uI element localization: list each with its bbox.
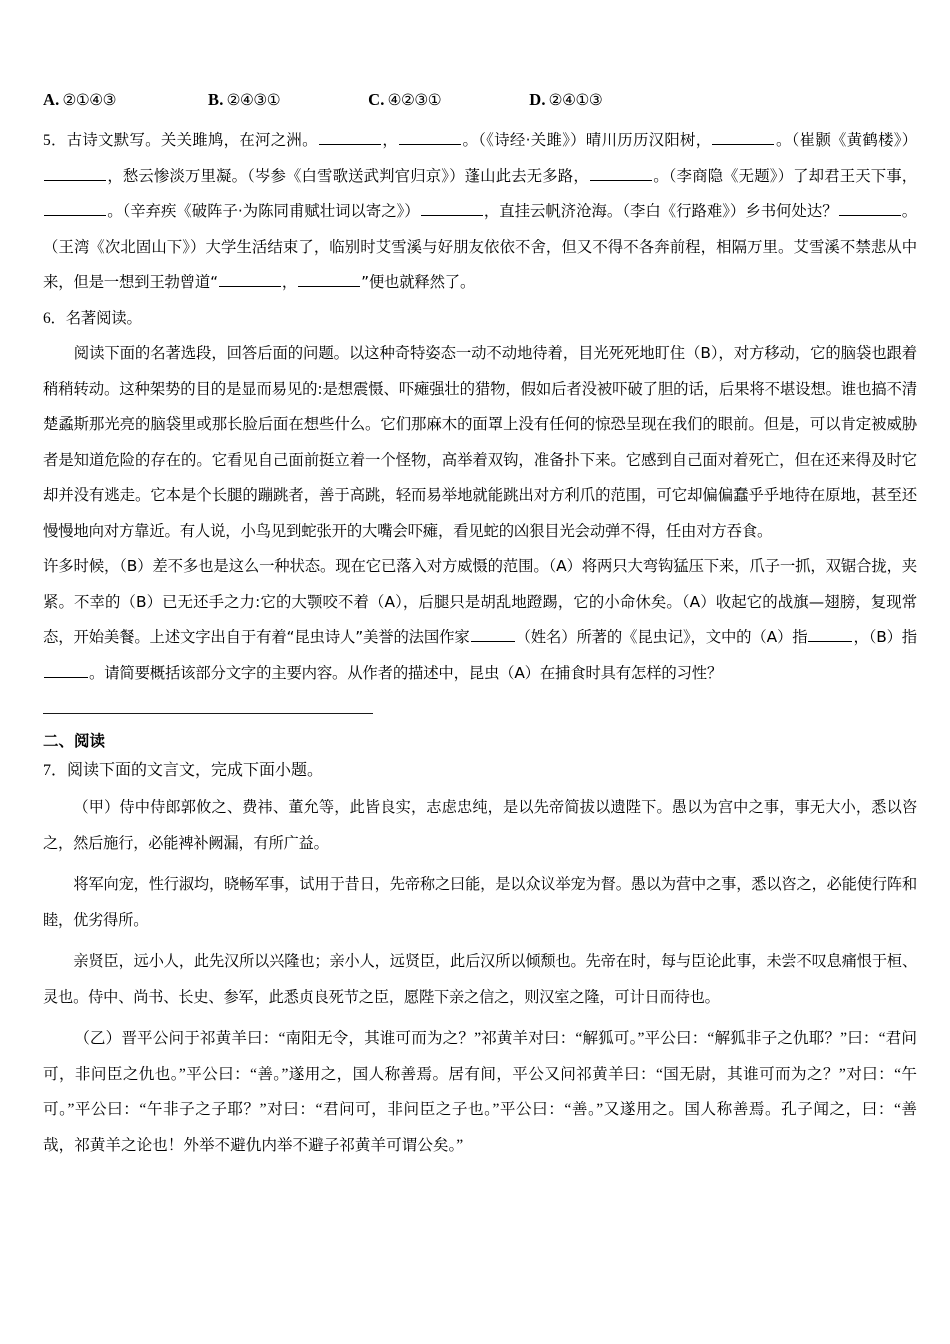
- passage-yi-paragraph-1: （乙）晋平公问于祁黄羊曰：“南阳无令，其谁可而为之？”祁黄羊对曰：“解狐可。”平公曰：“解狐非子之仇耶？”曰：“君问可，非问臣之仇也。”平公曰：“善。”遂用之，国人称善焉。居有间，平公又问祁黄羊曰：“国无尉，其谁可而为之？”对曰：“午可。”平公曰：“午非子之子耶？”对曰：“君问可，非问臣之子也。”平公曰：“善。”又遂用之。国人称善焉。孔子闻之，曰：“善哉，祁黄羊之论也！外举不避仇内举不避子祁黄羊可谓公矣。”: [43, 1030, 917, 1154]
- option-d-sequence: ②④①③: [548, 91, 603, 109]
- answer-blank[interactable]: [839, 200, 901, 216]
- passage-jia-paragraph-1: （甲）侍中侍郎郭攸之、费祎、董允等，此皆良实，志虑忠纯，是以先帝简拔以遗陛下。愚以为宫中之事，事无大小，悉以咨之，然后施行，必能裨补阙漏，有所广益。: [43, 798, 917, 852]
- question-7-prompt: [43, 756, 917, 786]
- passage-jia-paragraph-3: 亲贤臣，远小人，此先汉所以兴隆也；亲小人，远贤臣，此后汉所以倾颓也。先帝在时，每与臣论此事，未尝不叹息痛恨于桓、灵也。侍中、尚书、长史、参军，此悉贞良死节之臣，愿陛下亲之信之，则汉室之隆，可计日而待也。: [43, 952, 917, 1006]
- option-a[interactable]: [43, 86, 116, 114]
- answer-blank[interactable]: [421, 200, 483, 216]
- option-c-letter: C.: [368, 90, 385, 109]
- question-5-text-5: ，愁云惨淡万里凝。（岑参《白雪歌送武判官归京》）蓬山此去无多路，: [107, 166, 589, 185]
- page-content: [43, 86, 917, 1163]
- question-6-passage-2a: 许多时候，（B）差不多也是这么一种状态。现在它已落入对方威慑的范围。（A）将两只大弯钩猛压下来，爪子一抓，双锯合拢，夹紧。不幸的（B）已无还手之力:它的大颚咬不着（A），后腿只是胡乱地蹬踢，它的小命休矣。（A）收起它的战旗—翅膀，复现常态，开始美餐。上述文字出自于有着“昆虫诗人”美誉的法国作家: [43, 557, 917, 646]
- answer-blank-author[interactable]: [471, 626, 515, 642]
- question-6-passage-2: [43, 549, 917, 691]
- question-5-text-1: 古诗文默写。关关雎鸠，在河之洲。: [66, 131, 318, 149]
- option-a-sequence: ②①④③: [62, 91, 117, 109]
- question-6-passage-2d: 。请简要概括该部分文字的主要内容。从作者的描述中，昆虫（A）在捕食时具有怎样的习性？: [89, 663, 723, 682]
- question-5-text-4: 。（崔颢《黄鹤楼》）: [775, 131, 917, 149]
- answer-blank[interactable]: [298, 271, 360, 287]
- question-5-text-3: 。（《诗经·关雎》）晴川历历汉阳树，: [462, 131, 712, 149]
- option-d[interactable]: [529, 86, 602, 114]
- question4-options-row: [43, 86, 917, 114]
- question-5-text-7: 。（辛弃疾《破阵子·为陈同甫赋壮词以寄之》）: [107, 202, 420, 220]
- answer-blank-a[interactable]: [808, 626, 852, 642]
- answer-blank[interactable]: [219, 271, 281, 287]
- question-5-text-6: 。（李商隐《无题》）了却君王天下事，: [652, 166, 917, 185]
- option-c-sequence: ④②③①: [387, 91, 442, 109]
- option-b-sequence: ②④③①: [226, 91, 281, 109]
- option-a-letter: A.: [43, 90, 60, 109]
- option-b[interactable]: [208, 86, 280, 114]
- answer-blank[interactable]: [399, 129, 461, 145]
- answer-blank[interactable]: [712, 129, 774, 145]
- option-c[interactable]: [368, 86, 441, 114]
- question-5-text-8: ，直挂云帆济沧海。（李白《行路难》）乡书何处达？: [483, 202, 838, 220]
- question-6-number: 6．: [43, 309, 66, 327]
- question-5-text-9: 。（王湾《次北固山下》）大学生活结束了，临别时艾雪溪与好朋友依依不舍，但又不得不各奔前程，相隔万里。艾雪溪不禁悲从中来，但是一想到王勃曾道“: [43, 202, 917, 291]
- answer-rule-line: [43, 713, 373, 714]
- section-heading-reading: 二、阅读: [43, 732, 106, 750]
- answer-blank[interactable]: [44, 165, 106, 181]
- option-b-letter: B.: [208, 90, 224, 109]
- question-6-title-text: 名著阅读。: [65, 308, 142, 327]
- option-d-letter: D.: [529, 90, 546, 109]
- question-5: [43, 123, 917, 301]
- answer-blank[interactable]: [319, 129, 381, 145]
- question-6-title: [43, 301, 917, 337]
- passage-jia-paragraph-2: 将军向宠，性行淑均，晓畅军事，试用于昔日，先帝称之曰能，是以众议举宠为督。愚以为营中之事，悉以咨之，必能使行阵和睦，优劣得所。: [43, 875, 917, 929]
- question-7-text: 阅读下面的文言文，完成下面小题。: [67, 762, 324, 779]
- question-5-text-11: ”便也就释然了。: [361, 273, 476, 291]
- question-6-passage-2b: （姓名）所著的《昆虫记》，文中的（A）指: [515, 628, 808, 646]
- question-5-number: 5．: [43, 132, 67, 149]
- question-6-passage-2c: ，（B）指: [853, 628, 917, 646]
- question-5-text-10: ，: [281, 273, 298, 291]
- question-5-text-2: ，: [381, 131, 399, 149]
- question-7-number: 7．: [43, 762, 68, 779]
- answer-blank[interactable]: [44, 200, 106, 216]
- answer-blank-b[interactable]: [44, 662, 88, 678]
- question-6-passage-1: 阅读下面的名著选段，回答后面的问题。以这种奇特姿态一动不动地待着，目光死死地盯住（B），对方移动，它的脑袋也跟着稍稍转动。这种架势的目的是显而易见的:是想震慑、吓瘫强壮的猎物，假如后者没被吓破了胆的话，后果将不堪设想。谁也搞不清楚蟊斯那光亮的脑袋里或那长脸后面在想些什么。它们那麻木的面罩上没有任何的惊恐呈现在我们的眼前。但是，可以肯定被威胁者是知道危险的存在的。它看见自己面前挺立着一个怪物，高举着双钩，准备扑下来。它感到自己面对着死亡，但在还来得及时它却并没有逃走。它本是个长腿的蹦跳者，善于高跳，轻而易举地就能跳出对方利爪的范围，可它却偏偏蠢乎乎地待在原地，甚至还慢慢地向对方靠近。有人说，小鸟见到蛇张开的大嘴会吓瘫，看见蛇的凶狠目光会动弹不得，任由对方吞食。: [43, 344, 917, 540]
- answer-blank[interactable]: [590, 165, 652, 181]
